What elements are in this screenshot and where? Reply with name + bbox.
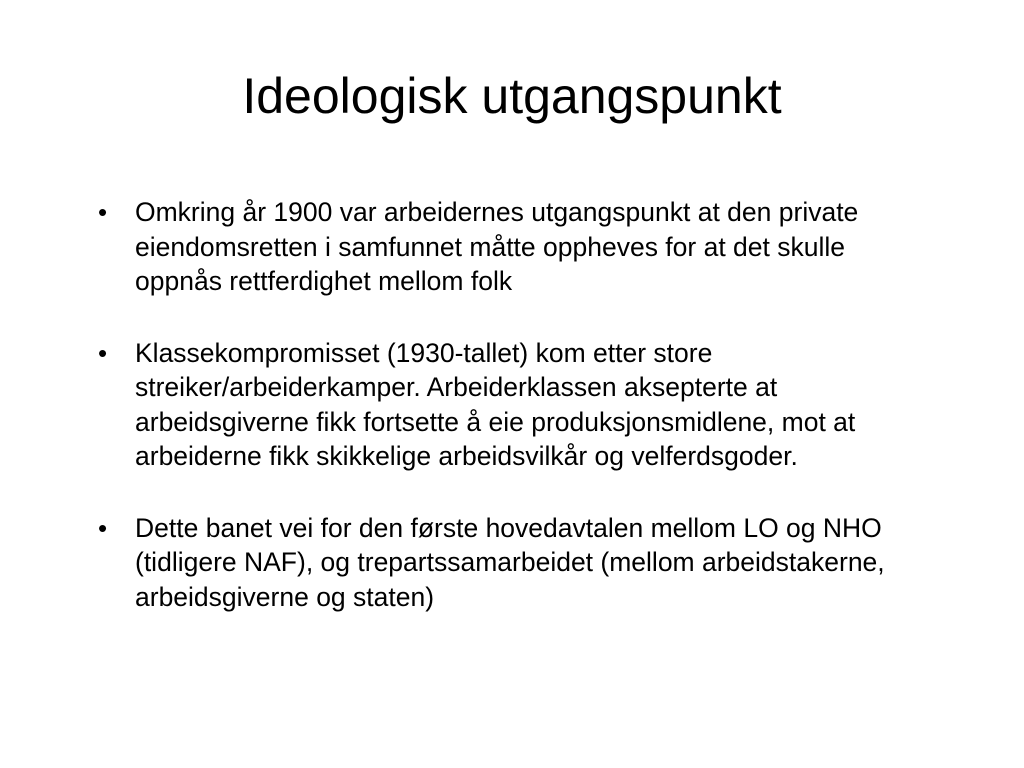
bullet-item <box>98 511 928 615</box>
bullet-icon: • <box>98 337 108 368</box>
bullet-item <box>98 336 928 474</box>
bullet-list <box>98 195 928 651</box>
bullet-item <box>98 195 928 299</box>
bullet-text: Omkring år 1900 var arbeidernes utgangspunkt at den private eiendomsretten i samfunnet måtte oppheves for at det skulle oppnås rettferdighet mellom folk <box>135 197 859 296</box>
bullet-icon: • <box>98 512 108 543</box>
bullet-text: Dette banet vei for den første hovedavtalen mellom LO og NHO (tidligere NAF), og trepartssamarbeidet (mellom arbeidstakerne, arbeidsgiverne og staten) <box>135 512 885 612</box>
bullet-text: Klassekompromisset (1930-tallet) kom etter store streiker/arbeiderkamper. Arbeiderklassen aksepterte at arbeidsgiverne fikk fortsette å eie produksjonsmidlene, mot at arbeiderne fikk skikkelige arbeidsvilkår og velferdsgoder. <box>135 337 856 471</box>
bullet-icon: • <box>98 197 108 227</box>
slide-title: Ideologisk utgangspunkt <box>242 68 782 124</box>
